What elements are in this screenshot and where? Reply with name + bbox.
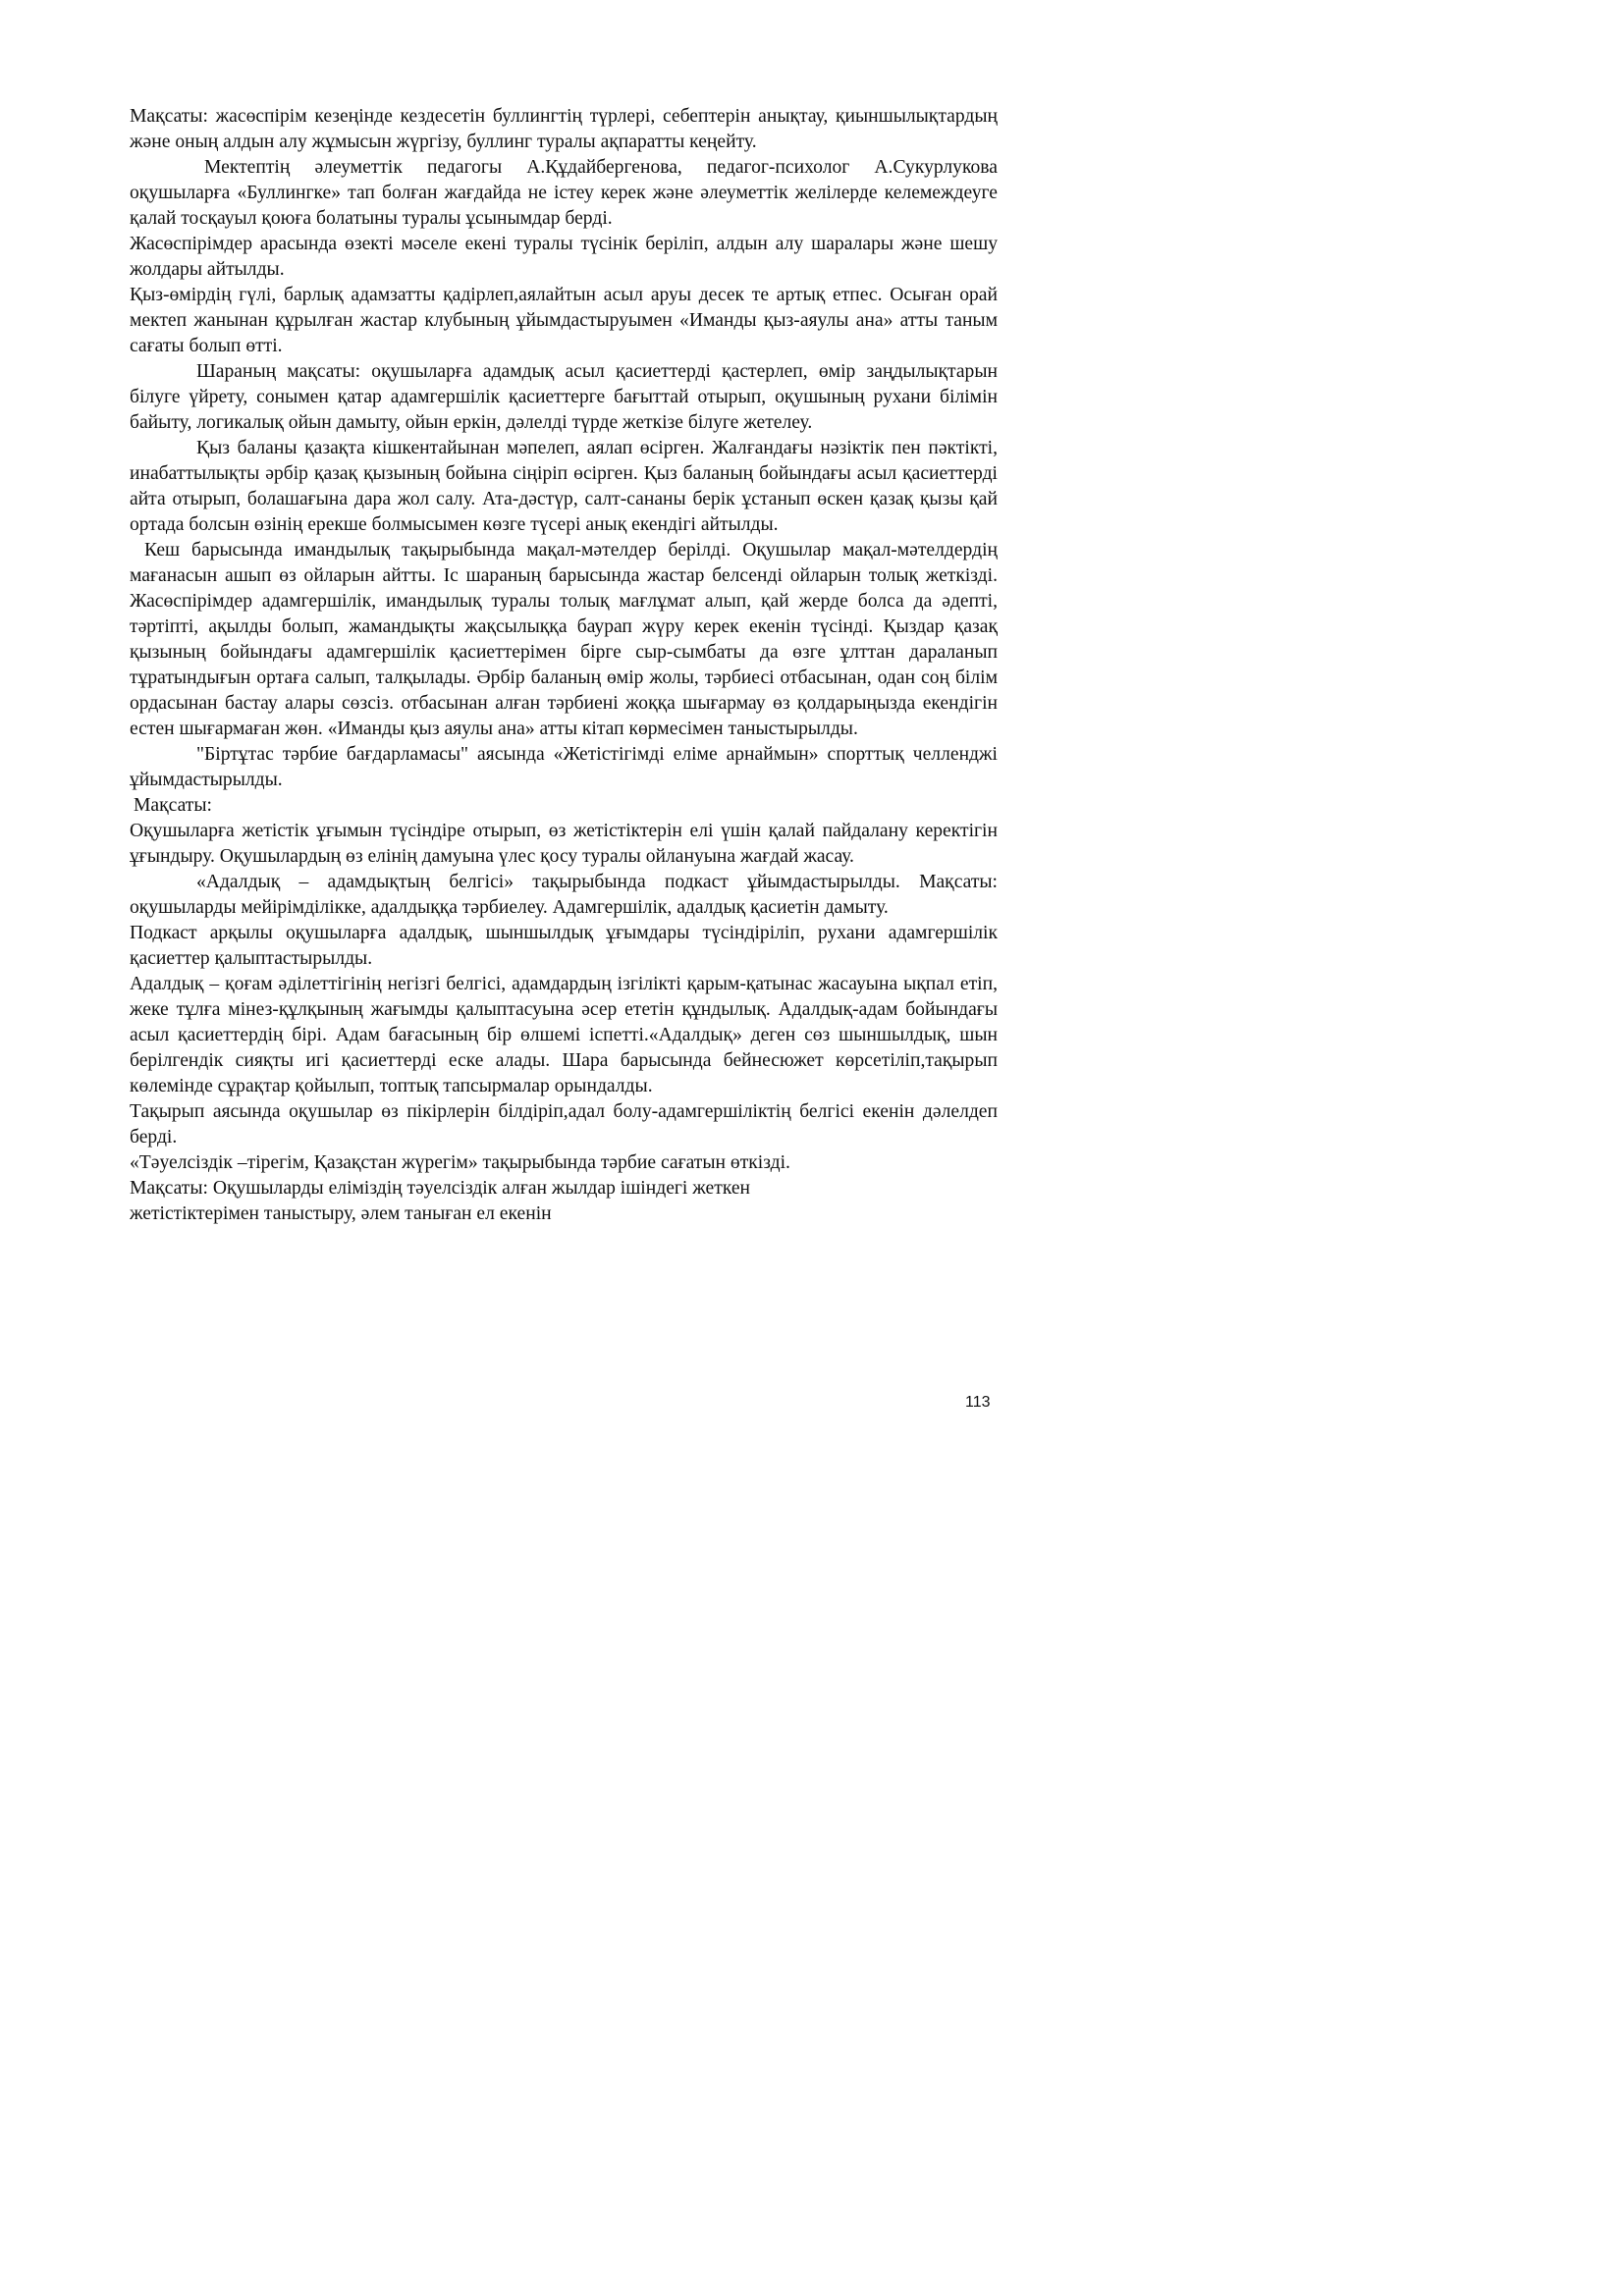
page-number: 113 [965,1394,991,1411]
paragraph-evening-proverbs: Кеш барысында имандылық тақырыбында мақал-мәтелдер берілді. Оқушылар мақал-мәтелдердің мағанасын ашып өз ойларын айтты. Іс шараның барысында жастар белсенді ойларын толық жеткізді. Жасөспірімдер адамгершілік, имандылық туралы толық мағлұмат алып, қай жерде болса да әдепті, тәртіпті, ақылды болып, жамандықты жақсылыққа баурап жүру керек екенін түсінді. Қыздар қазақ қызының бойындағы адамгершілік қасиеттерімен бірге сыр-сымбаты да өзге ұлттан дараланып тұратындығын ортаға салып, талқылады. Әрбір баланың өмір жолы, тәрбиесі отбасынан, одан соң білім ордасынан бастау алары сөзсіз. отбасынан алған тәрбиені жоққа шығармау өз қолдарыңызда екендігін естен шығармаған жөн. «Иманды қыз аяулы ана» атты кітап көрмесімен таныстырылды. [130,540,998,739]
paragraph-honesty-definition: Адалдық – қоғам әділеттігінің негізгі белгісі, адамдардың ізгілікті қарым-қатынас жасауына ықпал етіп, жеке тұлға мінез-құлқының жағымды қалыптасуына әсер ететін құндылық. Адалдық-адам бойындағы асыл қасиеттердің бірі. Адам бағасының бір өлшемі іспетті.«Адалдық» деген сөз шыншылдық, шын берілгендік сияқты игі қасиеттерді еске алады. Шара барысында бейнесюжет көрсетіліп,тақырып көлемінде сұрақтар қойылып, топтық тапсырмалар орындалды. [130,974,998,1096]
paragraph-unified-program: "Біртұтас тәрбие бағдарламасы" аясында «Жетістігімді еліме арнаймын» спорттық челленджі ұйымдастырылды. [130,744,998,790]
paragraph-bullying-goal: Мақсаты: жасөспірім кезеңінде кездесетін буллингтің түрлері, себептерін анықтау, қиыншылықтардың және оның алдын алу жұмысын жүргізу, буллинг туралы ақпаратты кеңейту. [130,106,998,152]
paragraph-goal-heading: Мақсаты: [134,795,212,816]
paragraph-event-goal: Шараның мақсаты: оқушыларға адамдық асыл қасиеттерді қастерлеп, өмір заңдылықтарын білуге үйрету, сонымен қатар адамгершілік қасиеттерге бағыттай отырып, оқушының рухани білімін байыту, логикалық ойын дамыту, ойын еркін, дәлелді түрде жеткізе білуге жетелеу. [130,361,998,433]
paragraph-topic-opinions: Тақырып аясында оқушылар өз пікірлерін білдіріп,адал болу-адамгершіліктің белгісі екенін дәлелдеп берді. [130,1101,998,1148]
paragraph-kazakh-girl: Қыз баланы қазақта кішкентайынан мәпелеп, аялап өсірген. Жалғандағы нәзіктік пен пәктікті, инабаттылықты әрбір қазақ қызының бойына сіңіріп өсірген. Қыз баланың бойындағы асыл қасиеттерді айта отырып, болашағына дара жол салу. Ата-дәстүр, салт-сананы берік ұстанып өскен қазақ қызы қай ортада болсын өзінің ерекше болмысымен көзге түсері анық екендігі айтылды. [130,438,998,535]
paragraph-podcast-result: Подкаст арқылы оқушыларға адалдық, шыншылдық ұғымдары түсіндіріліп, рухани адамгершілік қасиеттер қалыптастырылды. [130,923,998,969]
paragraph-independence-goal-cont: жетістіктерімен таныстыру, әлем таныған ел екенін [130,1203,552,1224]
paragraph-independence-goal: Мақсаты: Оқушыларды еліміздің тәуелсіздік алған жылдар ішіндегі жеткен [130,1178,751,1199]
paragraph-girl-flower: Қыз-өмірдің гүлі, барлық адамзатты қадірлеп,аялайтын асыл аруы десек те артық етпес. Осыған орай мектеп жанынан құрылған жастар клубының ұйымдастыруымен «Иманды қыз-аяулы ана» атты таным сағаты болып өтті. [130,285,998,356]
paragraph-teen-issue: Жасөспірімдер арасында өзекті мәселе екені туралы түсінік беріліп, алдын алу шаралары және шешу жолдары айтылды. [130,234,998,280]
paragraph-honesty-podcast: «Адалдық – адамдықтың белгісі» тақырыбында подкаст ұйымдастырылды. Мақсаты: оқушыларды мейірімділікке, адалдыққа тәрбиелеу. Адамгершілік, адалдық қасиетін дамыту. [130,872,998,918]
paragraph-social-pedagogue: Мектептің әлеуметтік педагогы А.Құдайбергенова, педагог-психолог А.Сукурлукова оқушыларға «Буллингке» тап болған жағдайда не істеу керек және әлеуметтік желілерде келемеждеуге қалай тосқауыл қоюға болатыны туралы ұсынымдар берді. [130,157,998,229]
document-page [130,104,998,1227]
paragraph-achievement-goal: Оқушыларға жетістік ұғымын түсіндіре отырып, өз жетістіктерін елі үшін қалай пайдалану керектігін ұғындыру. Оқушылардың өз елінің дамуына үлес қосу туралы ойлануына жағдай жасау. [130,821,998,867]
paragraph-independence-hour: «Тәуелсіздік –тірегім, Қазақстан жүрегім» тақырыбында тәрбие сағатын өткізді. [130,1152,790,1173]
